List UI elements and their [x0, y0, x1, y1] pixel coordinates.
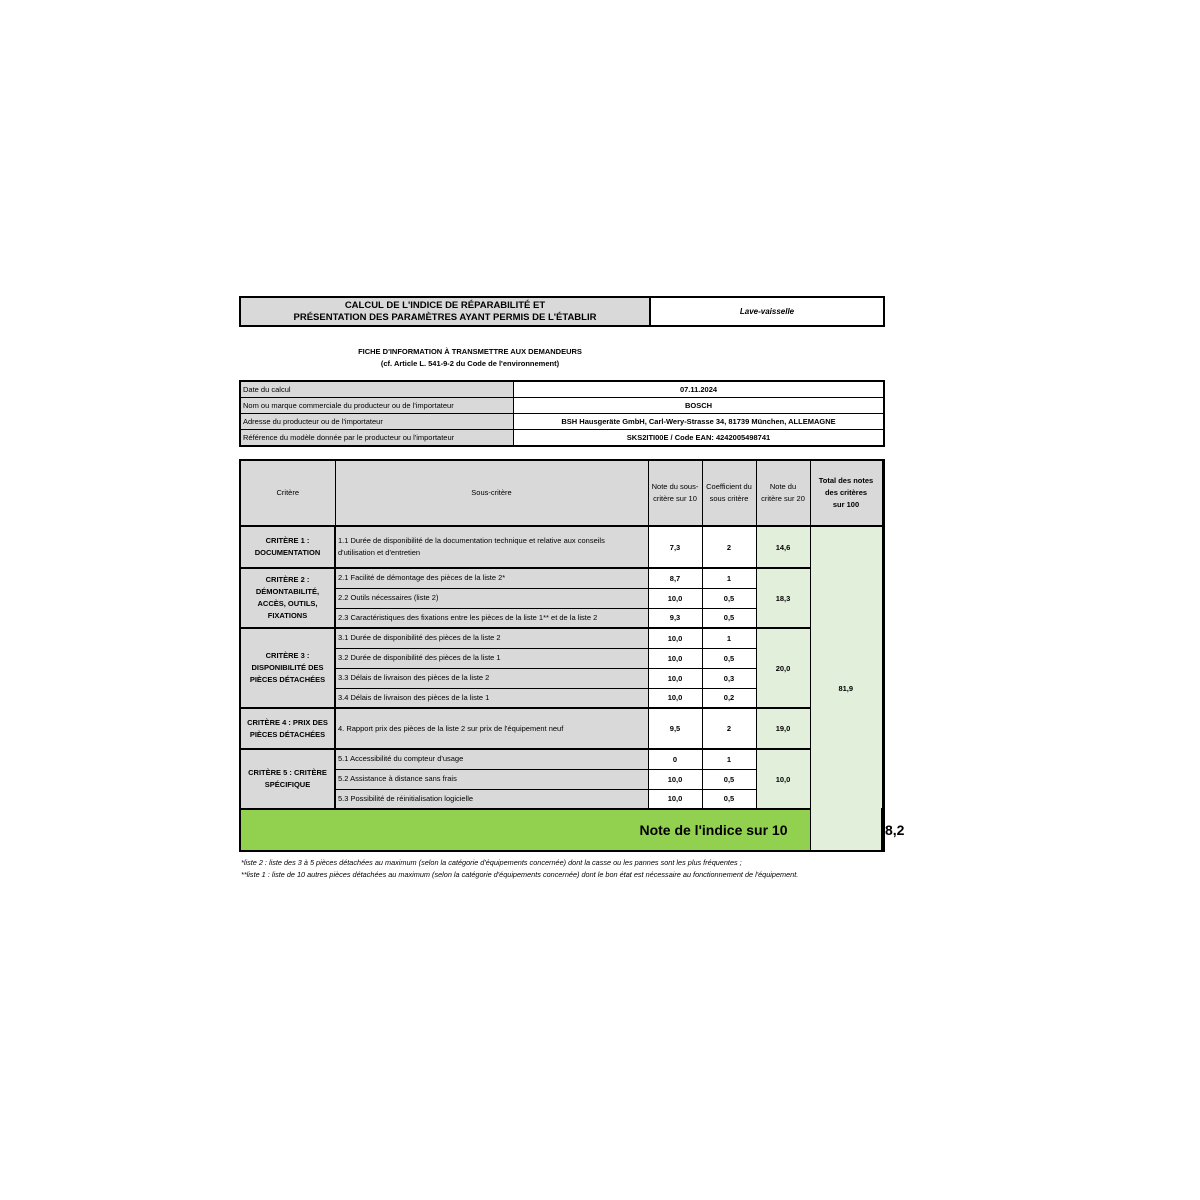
- info-value: BOSCH: [514, 398, 885, 414]
- sub-criterion-label: 3.4 Délais de livraison des pièces de la liste 1: [335, 688, 648, 708]
- info-value: BSH Hausgeräte GmbH, Carl-Wery-Strasse 34, 81739 München, ALLEMAGNE: [514, 414, 885, 430]
- sub-criterion-label: 4. Rapport prix des pièces de la liste 2 sur prix de l'équipement neuf: [335, 708, 648, 749]
- sub-criterion-note: 10,0: [648, 628, 702, 648]
- info-row-date: [240, 381, 884, 398]
- info-table: [239, 380, 885, 447]
- sub-criterion-coef: 0,5: [702, 769, 756, 789]
- title-line-1: CALCUL DE L'INDICE DE RÉPARABILITÉ ET: [344, 299, 546, 311]
- column-header-note-critere: Note du critère sur 20: [756, 460, 810, 526]
- footnote-liste-1: **liste 1 : liste de 10 autres pièces détachées au maximum (selon la catégorie d'équipements concernée) dont le bon état est nécessaire au fonctionnement de l'équipement.: [241, 870, 799, 879]
- sub-criterion-coef: 0,3: [702, 668, 756, 688]
- info-value: 07.11.2024: [514, 381, 885, 398]
- sub-criterion-coef: 0,5: [702, 789, 756, 809]
- sub-criterion-label: 5.2 Assistance à distance sans frais: [335, 769, 648, 789]
- sub-criterion-coef: 1: [702, 628, 756, 648]
- column-header-critere: Critère: [240, 460, 335, 526]
- final-score-label: Note de l'indice sur 10: [240, 809, 810, 851]
- criteria-table: [239, 459, 905, 852]
- info-label: Date du calcul: [240, 381, 514, 398]
- sub-criterion-note: 7,3: [648, 526, 702, 568]
- sub-criterion-coef: 1: [702, 568, 756, 588]
- sub-criterion-coef: 2: [702, 708, 756, 749]
- final-score-row: [240, 809, 884, 851]
- info-row-brand: [240, 398, 884, 414]
- criterion-3-label: CRITÈRE 3 : DISPONIBILITÉ DES PIÈCES DÉTACHÉES: [240, 628, 335, 708]
- sub-criterion-note: 0: [648, 749, 702, 769]
- column-header-note-sous-critere: Note du sous- critère sur 10: [648, 460, 702, 526]
- sub-criterion-coef: 0,5: [702, 648, 756, 668]
- footnote-liste-2: *liste 2 : liste des 3 à 5 pièces détachées au maximum (selon la catégorie d'équipements concernée) dont la casse ou les pannes sont les plus fréquentes ;: [241, 858, 742, 867]
- table-row: [240, 568, 884, 588]
- info-value: SKS2ITI00E / Code EAN: 4242005498741: [514, 430, 885, 447]
- sub-criterion-note: 10,0: [648, 789, 702, 809]
- criterion-5-note: 10,0: [756, 749, 810, 809]
- sub-criterion-note: 10,0: [648, 668, 702, 688]
- sub-criterion-label: 3.2 Durée de disponibilité des pièces de la liste 1: [335, 648, 648, 668]
- sub-criterion-note: 8,7: [648, 568, 702, 588]
- title-block: [239, 296, 885, 327]
- table-row: [240, 628, 884, 648]
- document-title: [241, 298, 651, 325]
- sub-criterion-label: 2.3 Caractéristiques des fixations entre les pièces de la liste 1** et de la liste 2: [335, 608, 648, 628]
- table-row: [240, 708, 884, 749]
- criterion-2-label: CRITÈRE 2 : DÉMONTABILITÉ, ACCÈS, OUTILS, FIXATIONS: [240, 568, 335, 628]
- info-row-model: [240, 430, 884, 447]
- column-header-total: Total des notes des critères sur 100: [810, 460, 882, 526]
- criterion-4-label: CRITÈRE 4 : PRIX DES PIÈCES DÉTACHÉES: [240, 708, 335, 749]
- criterion-4-note: 19,0: [756, 708, 810, 749]
- criterion-1-label: CRITÈRE 1 : DOCUMENTATION: [240, 526, 335, 568]
- subtitle: [300, 346, 640, 370]
- sub-criterion-note: 9,5: [648, 708, 702, 749]
- total-score: 81,9: [810, 526, 882, 851]
- criterion-3-note: 20,0: [756, 628, 810, 708]
- table-header-row: [240, 460, 884, 526]
- sub-criterion-label: 1.1 Durée de disponibilité de la documentation technique et relative aux conseils d'utilisation et d'entretien: [335, 526, 648, 568]
- sub-criterion-note: 10,0: [648, 769, 702, 789]
- info-label: Nom ou marque commerciale du producteur ou de l'importateur: [240, 398, 514, 414]
- product-type: Lave-vaisselle: [739, 307, 795, 316]
- sub-criterion-label: 3.1 Durée de disponibilité des pièces de la liste 2: [335, 628, 648, 648]
- sub-criterion-coef: 0,5: [702, 608, 756, 628]
- sub-criterion-note: 10,0: [648, 648, 702, 668]
- footnotes: [241, 857, 901, 881]
- criterion-2-note: 18,3: [756, 568, 810, 628]
- criterion-1-note: 14,6: [756, 526, 810, 568]
- sub-criterion-note: 9,3: [648, 608, 702, 628]
- subtitle-line-1: FICHE D'INFORMATION À TRANSMETTRE AUX DEMANDEURS: [358, 347, 582, 356]
- sub-criterion-coef: 0,5: [702, 588, 756, 608]
- criterion-5-label: CRITÈRE 5 : CRITÈRE SPÉCIFIQUE: [240, 749, 335, 809]
- info-label: Référence du modèle donnée par le producteur ou l'importateur: [240, 430, 514, 447]
- sub-criterion-note: 10,0: [648, 688, 702, 708]
- column-header-coefficient: Coefficient du sous critère: [702, 460, 756, 526]
- sub-criterion-note: 10,0: [648, 588, 702, 608]
- table-row: [240, 526, 884, 568]
- title-line-2: PRÉSENTATION DES PARAMÈTRES AYANT PERMIS DE L'ÉTABLIR: [293, 311, 597, 323]
- sub-criterion-label: 2.2 Outils nécessaires (liste 2): [335, 588, 648, 608]
- info-row-address: [240, 414, 884, 430]
- info-label: Adresse du producteur ou de l'importateur: [240, 414, 514, 430]
- sub-criterion-label: 5.1 Accessibilité du compteur d'usage: [335, 749, 648, 769]
- sub-criterion-coef: 0,2: [702, 688, 756, 708]
- column-header-sous-critere: Sous-critère: [335, 460, 648, 526]
- sub-criterion-label: 3.3 Délais de livraison des pièces de la liste 2: [335, 668, 648, 688]
- table-row: [240, 749, 884, 769]
- sub-criterion-coef: 1: [702, 749, 756, 769]
- sub-criterion-label: 2.1 Facilité de démontage des pièces de la liste 2*: [335, 568, 648, 588]
- final-score-value: 8,2: [882, 809, 884, 851]
- sub-criterion-coef: 2: [702, 526, 756, 568]
- sub-criterion-label: 5.3 Possibilité de réinitialisation logicielle: [335, 789, 648, 809]
- subtitle-line-2: (cf. Article L. 541-9-2 du Code de l'environnement): [380, 359, 560, 368]
